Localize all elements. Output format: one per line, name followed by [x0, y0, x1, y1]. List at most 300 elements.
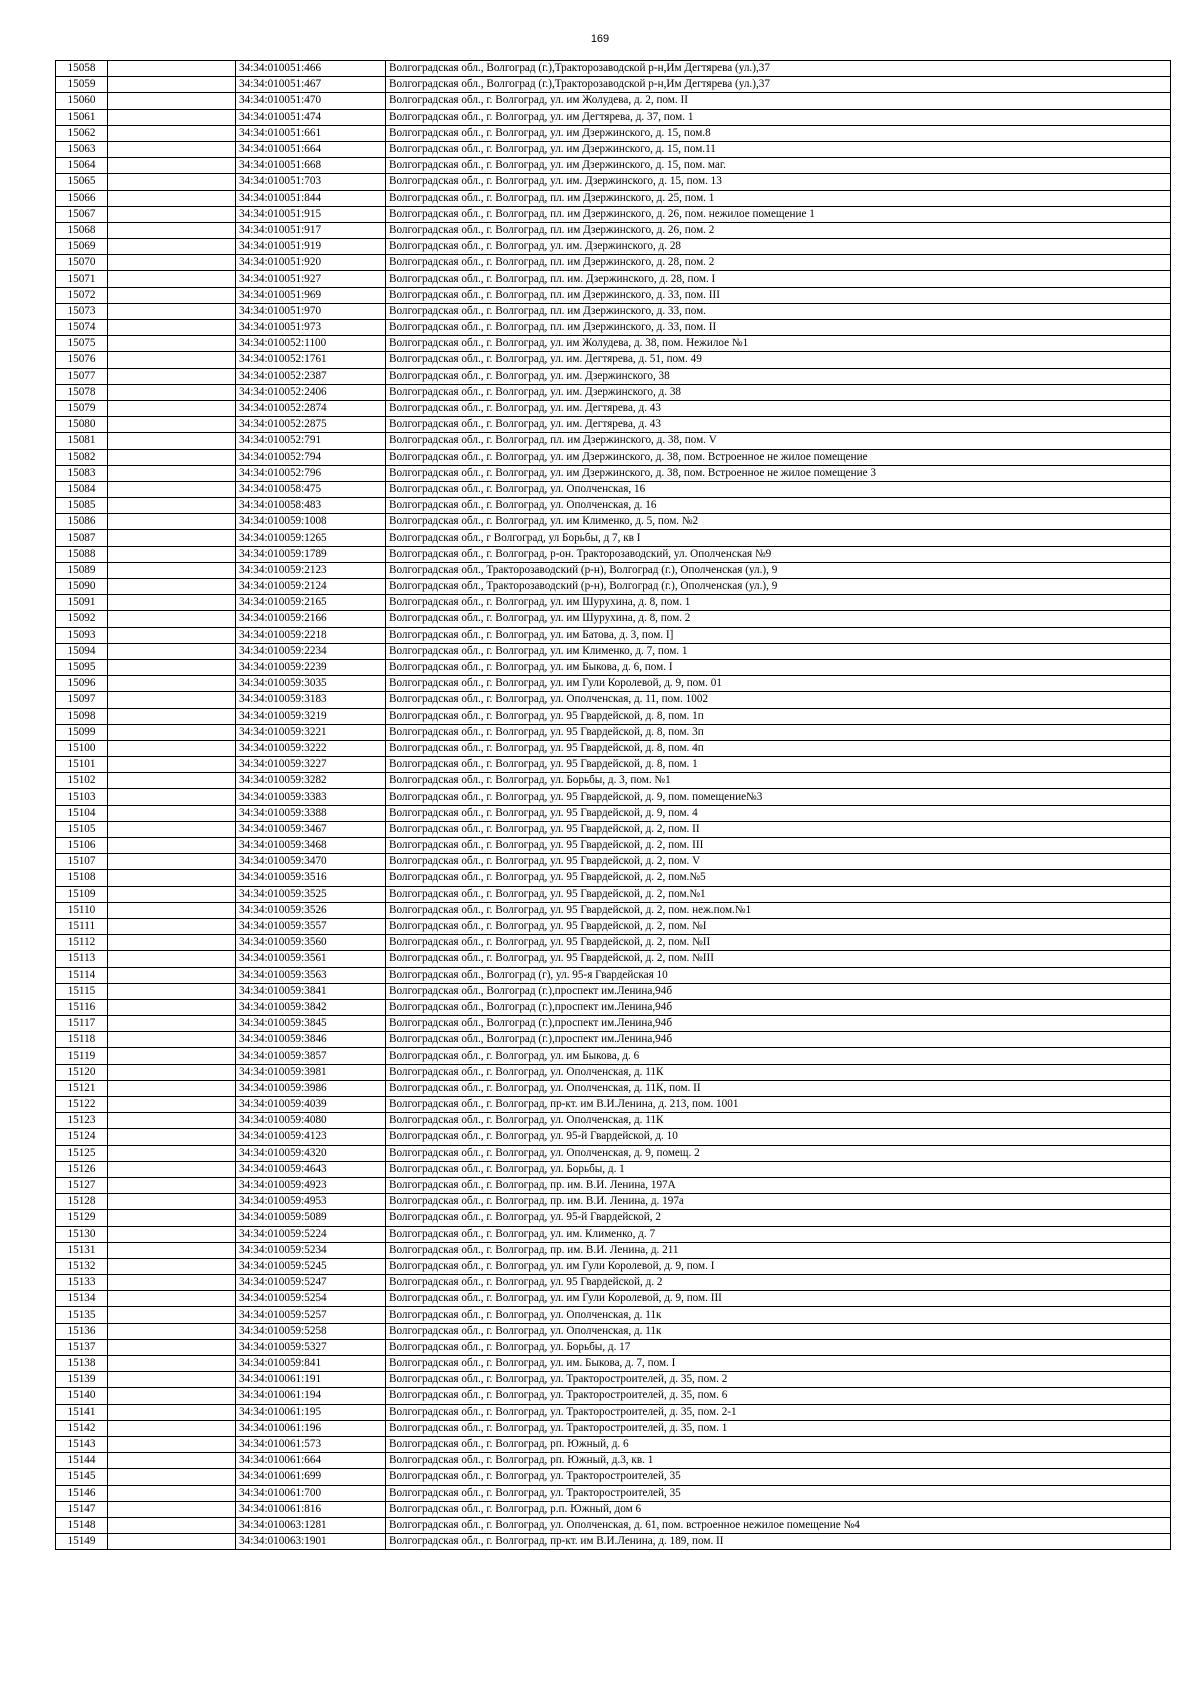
address-cell: Волгоградская обл., г. Волгоград, ул. 95-й Гвардейской, д. 10: [386, 1129, 1171, 1145]
address-cell: Волгоградская обл., г. Волгоград, ул. им Клименко, д. 7, пом. 1: [386, 643, 1171, 659]
address-cell: Волгоградская обл., г. Волгоград, ул. Тракторостроителей, д. 35, пом. 2-1: [386, 1404, 1171, 1420]
cadastral-number-cell: 34:34:010059:4923: [236, 1177, 386, 1193]
cadastral-number-cell: 34:34:010052:796: [236, 465, 386, 481]
table-row: [56, 1323, 1171, 1339]
row-number-cell: 15102: [56, 773, 108, 789]
cadastral-number-cell: 34:34:010059:5089: [236, 1210, 386, 1226]
cadastral-number-cell: 34:34:010059:1008: [236, 514, 386, 530]
row-number-cell: 15066: [56, 190, 108, 206]
registry-table-body: [56, 61, 1171, 1550]
row-number-cell: 15083: [56, 465, 108, 481]
cadastral-number-cell: 34:34:010059:3222: [236, 740, 386, 756]
row-number-cell: 15078: [56, 384, 108, 400]
row-number-cell: 15127: [56, 1177, 108, 1193]
empty-cell: [108, 465, 236, 481]
empty-cell: [108, 692, 236, 708]
table-row: [56, 1080, 1171, 1096]
cadastral-number-cell: 34:34:010059:2234: [236, 643, 386, 659]
table-row: [56, 77, 1171, 93]
address-cell: Волгоградская обл., г. Волгоград, ул. им Дзержинского, д. 15, пом.11: [386, 141, 1171, 157]
table-row: [56, 1388, 1171, 1404]
row-number-cell: 15148: [56, 1517, 108, 1533]
empty-cell: [108, 1210, 236, 1226]
table-row: [56, 854, 1171, 870]
table-row: [56, 1469, 1171, 1485]
cadastral-number-cell: 34:34:010061:816: [236, 1501, 386, 1517]
row-number-cell: 15138: [56, 1356, 108, 1372]
address-cell: Волгоградская обл., г. Волгоград, ул. 95 Гвардейской, д. 2, пом. II: [386, 821, 1171, 837]
address-cell: Волгоградская обл., г. Волгоград, ул. 95 Гвардейской, д. 2, пом. V: [386, 854, 1171, 870]
empty-cell: [108, 514, 236, 530]
address-cell: Волгоградская обл., г. Волгоград, р-он. Тракторозаводский, ул. Ополченская №9: [386, 546, 1171, 562]
table-row: [56, 109, 1171, 125]
table-row: [56, 611, 1171, 627]
cadastral-number-cell: 34:34:010051:668: [236, 158, 386, 174]
registry-table: [55, 60, 1171, 1550]
table-row: [56, 870, 1171, 886]
table-row: [56, 1064, 1171, 1080]
row-number-cell: 15092: [56, 611, 108, 627]
address-cell: Волгоградская обл., г. Волгоград, ул. 95-й Гвардейской, 2: [386, 1210, 1171, 1226]
cadastral-number-cell: 34:34:010059:4123: [236, 1129, 386, 1145]
row-number-cell: 15139: [56, 1372, 108, 1388]
cadastral-number-cell: 34:34:010051:927: [236, 271, 386, 287]
cadastral-number-cell: 34:34:010061:699: [236, 1469, 386, 1485]
empty-cell: [108, 643, 236, 659]
address-cell: Волгоградская обл., г. Волгоград, ул. Борьбы, д. 17: [386, 1339, 1171, 1355]
row-number-cell: 15121: [56, 1080, 108, 1096]
row-number-cell: 15069: [56, 239, 108, 255]
cadastral-number-cell: 34:34:010059:841: [236, 1356, 386, 1372]
row-number-cell: 15067: [56, 206, 108, 222]
address-cell: Волгоградская обл., г. Волгоград, ул. им. Дегтярева, д. 43: [386, 400, 1171, 416]
address-cell: Волгоградская обл., г. Волгоград, пл. им Дзержинского, д. 33, пом. III: [386, 287, 1171, 303]
row-number-cell: 15142: [56, 1420, 108, 1436]
address-cell: Волгоградская обл., г. Волгоград, ул. им Быкова, д. 6: [386, 1048, 1171, 1064]
table-row: [56, 1032, 1171, 1048]
address-cell: Волгоградская обл., г. Волгоград, пр-кт. им В.И.Ленина, д. 213, пом. 1001: [386, 1097, 1171, 1113]
table-row: [56, 1339, 1171, 1355]
empty-cell: [108, 999, 236, 1015]
empty-cell: [108, 239, 236, 255]
table-row: [56, 805, 1171, 821]
row-number-cell: 15123: [56, 1113, 108, 1129]
row-number-cell: 15088: [56, 546, 108, 562]
cadastral-number-cell: 34:34:010051:915: [236, 206, 386, 222]
address-cell: Волгоградская обл., г. Волгоград, ул. 95 Гвардейской, д. 2, пом.№5: [386, 870, 1171, 886]
cadastral-number-cell: 34:34:010061:194: [236, 1388, 386, 1404]
cadastral-number-cell: 34:34:010052:1100: [236, 336, 386, 352]
address-cell: Волгоградская обл., г. Волгоград, ул. им Быкова, д. 6, пом. I: [386, 659, 1171, 675]
address-cell: Волгоградская обл., г. Волгоград, ул. 95 Гвардейской, д. 8, пом. 4п: [386, 740, 1171, 756]
table-row: [56, 1307, 1171, 1323]
empty-cell: [108, 174, 236, 190]
table-row: [56, 1534, 1171, 1550]
cadastral-number-cell: 34:34:010059:5254: [236, 1291, 386, 1307]
table-row: [56, 1372, 1171, 1388]
row-number-cell: 15141: [56, 1404, 108, 1420]
empty-cell: [108, 1372, 236, 1388]
address-cell: Волгоградская обл., г. Волгоград, ул. Борьбы, д. 3, пом. №1: [386, 773, 1171, 789]
row-number-cell: 15075: [56, 336, 108, 352]
row-number-cell: 15084: [56, 481, 108, 497]
table-row: [56, 1258, 1171, 1274]
row-number-cell: 15143: [56, 1436, 108, 1452]
row-number-cell: 15132: [56, 1258, 108, 1274]
row-number-cell: 15146: [56, 1485, 108, 1501]
address-cell: Волгоградская обл., г. Волгоград, ул. им Дзержинского, д. 38, пом. Встроенное не жилое помещение 3: [386, 465, 1171, 481]
cadastral-number-cell: 34:34:010051:474: [236, 109, 386, 125]
cadastral-number-cell: 34:34:010059:3221: [236, 724, 386, 740]
table-row: [56, 1177, 1171, 1193]
address-cell: Волгоградская обл., г. Волгоград, рп. Южный, д. 6: [386, 1436, 1171, 1452]
table-row: [56, 222, 1171, 238]
table-row: [56, 999, 1171, 1015]
table-row: [56, 1453, 1171, 1469]
row-number-cell: 15135: [56, 1307, 108, 1323]
empty-cell: [108, 1097, 236, 1113]
address-cell: Волгоградская обл., г. Волгоград, ул. Ополченская, 16: [386, 481, 1171, 497]
empty-cell: [108, 918, 236, 934]
empty-cell: [108, 1485, 236, 1501]
cadastral-number-cell: 34:34:010061:191: [236, 1372, 386, 1388]
address-cell: Волгоградская обл., г. Волгоград, ул. Ополченская, д. 11К: [386, 1113, 1171, 1129]
empty-cell: [108, 481, 236, 497]
row-number-cell: 15087: [56, 530, 108, 546]
row-number-cell: 15068: [56, 222, 108, 238]
cadastral-number-cell: 34:34:010061:196: [236, 1420, 386, 1436]
row-number-cell: 15109: [56, 886, 108, 902]
row-number-cell: 15059: [56, 77, 108, 93]
table-row: [56, 1485, 1171, 1501]
empty-cell: [108, 417, 236, 433]
row-number-cell: 15116: [56, 999, 108, 1015]
table-row: [56, 773, 1171, 789]
cadastral-number-cell: 34:34:010061:700: [236, 1485, 386, 1501]
table-row: [56, 1210, 1171, 1226]
address-cell: Волгоградская обл., г. Волгоград, р.п. Южный, дом 6: [386, 1501, 1171, 1517]
row-number-cell: 15089: [56, 562, 108, 578]
empty-cell: [108, 1436, 236, 1452]
empty-cell: [108, 1388, 236, 1404]
table-row: [56, 627, 1171, 643]
empty-cell: [108, 1420, 236, 1436]
table-row: [56, 643, 1171, 659]
empty-cell: [108, 1032, 236, 1048]
table-row: [56, 481, 1171, 497]
row-number-cell: 15060: [56, 93, 108, 109]
empty-cell: [108, 433, 236, 449]
table-row: [56, 1404, 1171, 1420]
empty-cell: [108, 1194, 236, 1210]
table-row: [56, 546, 1171, 562]
table-row: [56, 530, 1171, 546]
empty-cell: [108, 222, 236, 238]
cadastral-number-cell: 34:34:010059:5224: [236, 1226, 386, 1242]
cadastral-number-cell: 34:34:010059:3560: [236, 935, 386, 951]
address-cell: Волгоградская обл., Тракторозаводский (р-н), Волгоград (г.), Ополченская (ул.), 9: [386, 562, 1171, 578]
empty-cell: [108, 530, 236, 546]
table-row: [56, 1145, 1171, 1161]
table-row: [56, 336, 1171, 352]
empty-cell: [108, 1517, 236, 1533]
row-number-cell: 15058: [56, 61, 108, 77]
address-cell: Волгоградская обл., г. Волгоград, ул. им. Дегтярева, д. 43: [386, 417, 1171, 433]
row-number-cell: 15074: [56, 320, 108, 336]
address-cell: Волгоградская обл., Волгоград (г), ул. 95-я Гвардейская 10: [386, 967, 1171, 983]
row-number-cell: 15101: [56, 757, 108, 773]
row-number-cell: 15103: [56, 789, 108, 805]
empty-cell: [108, 935, 236, 951]
address-cell: Волгоградская обл., г. Волгоград, ул. 95 Гвардейской, д. 2, пом. неж.пом.№1: [386, 902, 1171, 918]
cadastral-number-cell: 34:34:010051:970: [236, 303, 386, 319]
empty-cell: [108, 190, 236, 206]
address-cell: Волгоградская обл., г. Волгоград, ул. им Дзержинского, д. 15, пом.8: [386, 125, 1171, 141]
empty-cell: [108, 1501, 236, 1517]
address-cell: Волгоградская обл., г. Волгоград, ул. 95 Гвардейской, д. 8, пом. 1: [386, 757, 1171, 773]
empty-cell: [108, 951, 236, 967]
cadastral-number-cell: 34:34:010059:3388: [236, 805, 386, 821]
row-number-cell: 15111: [56, 918, 108, 934]
page-number: 169: [590, 33, 610, 45]
address-cell: Волгоградская обл., г. Волгоград, ул. им Дзержинского, д. 15, пом. маг.: [386, 158, 1171, 174]
row-number-cell: 15125: [56, 1145, 108, 1161]
table-row: [56, 1016, 1171, 1032]
row-number-cell: 15147: [56, 1501, 108, 1517]
table-row: [56, 239, 1171, 255]
cadastral-number-cell: 34:34:010059:1265: [236, 530, 386, 546]
cadastral-number-cell: 34:34:010059:3841: [236, 983, 386, 999]
row-number-cell: 15094: [56, 643, 108, 659]
table-row: [56, 935, 1171, 951]
empty-cell: [108, 724, 236, 740]
table-row: [56, 902, 1171, 918]
address-cell: Волгоградская обл., г. Волгоград, ул. им Гули Королевой, д. 9, пом. 01: [386, 676, 1171, 692]
empty-cell: [108, 789, 236, 805]
address-cell: Волгоградская обл., г. Волгоград, ул. 95 Гвардейской, д. 2: [386, 1275, 1171, 1291]
cadastral-number-cell: 34:34:010052:2406: [236, 384, 386, 400]
empty-cell: [108, 368, 236, 384]
table-row: [56, 1517, 1171, 1533]
empty-cell: [108, 708, 236, 724]
row-number-cell: 15090: [56, 579, 108, 595]
address-cell: Волгоградская обл., г. Волгоград, ул. 95 Гвардейской, д. 8, пом. 1п: [386, 708, 1171, 724]
empty-cell: [108, 1064, 236, 1080]
row-number-cell: 15126: [56, 1161, 108, 1177]
table-row: [56, 708, 1171, 724]
table-row: [56, 174, 1171, 190]
cadastral-number-cell: 34:34:010059:3845: [236, 1016, 386, 1032]
cadastral-number-cell: 34:34:010059:4320: [236, 1145, 386, 1161]
empty-cell: [108, 1307, 236, 1323]
address-cell: Волгоградская обл., г. Волгоград, ул. Ополченская, д. 11К, пом. II: [386, 1080, 1171, 1096]
cadastral-number-cell: 34:34:010059:5245: [236, 1258, 386, 1274]
table-row: [56, 1226, 1171, 1242]
cadastral-number-cell: 34:34:010059:3383: [236, 789, 386, 805]
cadastral-number-cell: 34:34:010051:470: [236, 93, 386, 109]
empty-cell: [108, 821, 236, 837]
cadastral-number-cell: 34:34:010063:1901: [236, 1534, 386, 1550]
cadastral-number-cell: 34:34:010059:2123: [236, 562, 386, 578]
table-row: [56, 1420, 1171, 1436]
row-number-cell: 15061: [56, 109, 108, 125]
row-number-cell: 15113: [56, 951, 108, 967]
row-number-cell: 15098: [56, 708, 108, 724]
address-cell: Волгоградская обл., Волгоград (г.),Тракторозаводской р-н,Им Дегтярева (ул.),37: [386, 61, 1171, 77]
cadastral-number-cell: 34:34:010051:664: [236, 141, 386, 157]
cadastral-number-cell: 34:34:010051:969: [236, 287, 386, 303]
address-cell: Волгоградская обл., г. Волгоград, пл. им Дзержинского, д. 33, пом. II: [386, 320, 1171, 336]
table-row: [56, 1194, 1171, 1210]
empty-cell: [108, 1161, 236, 1177]
address-cell: Волгоградская обл., Тракторозаводский (р-н), Волгоград (г.), Ополченская (ул.), 9: [386, 579, 1171, 595]
empty-cell: [108, 773, 236, 789]
table-row: [56, 449, 1171, 465]
cadastral-number-cell: 34:34:010059:3846: [236, 1032, 386, 1048]
empty-cell: [108, 579, 236, 595]
cadastral-number-cell: 34:34:010059:4080: [236, 1113, 386, 1129]
address-cell: Волгоградская обл., Волгоград (г.),проспект им.Ленина,94б: [386, 999, 1171, 1015]
address-cell: Волгоградская обл., г. Волгоград, пр. им. В.И. Ленина, д. 211: [386, 1242, 1171, 1258]
row-number-cell: 15086: [56, 514, 108, 530]
address-cell: Волгоградская обл., г. Волгоград, ул. Ополченская, д. 16: [386, 498, 1171, 514]
empty-cell: [108, 886, 236, 902]
address-cell: Волгоградская обл., г. Волгоград, ул. им Гули Королевой, д. 9, пом. I: [386, 1258, 1171, 1274]
cadastral-number-cell: 34:34:010051:844: [236, 190, 386, 206]
table-row: [56, 417, 1171, 433]
table-row: [56, 740, 1171, 756]
empty-cell: [108, 384, 236, 400]
address-cell: Волгоградская обл., г. Волгоград, ул. 95 Гвардейской, д. 8, пом. 3п: [386, 724, 1171, 740]
cadastral-number-cell: 34:34:010059:3557: [236, 918, 386, 934]
table-row: [56, 303, 1171, 319]
cadastral-number-cell: 34:34:010059:3981: [236, 1064, 386, 1080]
table-row: [56, 1275, 1171, 1291]
table-row: [56, 692, 1171, 708]
empty-cell: [108, 805, 236, 821]
address-cell: Волгоградская обл., г. Волгоград, пл. им Дзержинского, д. 26, пом. нежилое помещение 1: [386, 206, 1171, 222]
table-row: [56, 821, 1171, 837]
cadastral-number-cell: 34:34:010061:195: [236, 1404, 386, 1420]
address-cell: Волгоградская обл., г. Волгоград, пл. им. Дзержинского, д. 28, пом. I: [386, 271, 1171, 287]
table-row: [56, 1161, 1171, 1177]
row-number-cell: 15082: [56, 449, 108, 465]
table-row: [56, 433, 1171, 449]
empty-cell: [108, 1048, 236, 1064]
address-cell: Волгоградская обл., г. Волгоград, ул. Тракторостроителей, д. 35, пом. 1: [386, 1420, 1171, 1436]
row-number-cell: 15140: [56, 1388, 108, 1404]
empty-cell: [108, 1129, 236, 1145]
empty-cell: [108, 546, 236, 562]
empty-cell: [108, 967, 236, 983]
row-number-cell: 15136: [56, 1323, 108, 1339]
empty-cell: [108, 1534, 236, 1550]
row-number-cell: 15149: [56, 1534, 108, 1550]
cadastral-number-cell: 34:34:010059:2124: [236, 579, 386, 595]
cadastral-number-cell: 34:34:010051:703: [236, 174, 386, 190]
empty-cell: [108, 352, 236, 368]
table-row: [56, 659, 1171, 675]
table-row: [56, 1097, 1171, 1113]
empty-cell: [108, 1016, 236, 1032]
table-row: [56, 983, 1171, 999]
address-cell: Волгоградская обл., г. Волгоград, ул. им Шурухина, д. 8, пом. 1: [386, 595, 1171, 611]
table-row: [56, 190, 1171, 206]
address-cell: Волгоградская обл., г. Волгоград, пл. им Дзержинского, д. 38, пом. V: [386, 433, 1171, 449]
table-row: [56, 1242, 1171, 1258]
cadastral-number-cell: 34:34:010059:3525: [236, 886, 386, 902]
address-cell: Волгоградская обл., г. Волгоград, пл. им Дзержинского, д. 28, пом. 2: [386, 255, 1171, 271]
table-row: [56, 93, 1171, 109]
address-cell: Волгоградская обл., г. Волгоград, ул. им Батова, д. 3, пом. I]: [386, 627, 1171, 643]
empty-cell: [108, 1356, 236, 1372]
address-cell: Волгоградская обл., г. Волгоград, ул. им Жолудева, д. 2, пом. II: [386, 93, 1171, 109]
row-number-cell: 15119: [56, 1048, 108, 1064]
empty-cell: [108, 141, 236, 157]
empty-cell: [108, 1275, 236, 1291]
address-cell: Волгоградская обл., г. Волгоград, ул. 95 Гвардейской, д. 2, пом. III: [386, 838, 1171, 854]
row-number-cell: 15107: [56, 854, 108, 870]
address-cell: Волгоградская обл., г. Волгоград, ул. им Шурухина, д. 8, пом. 2: [386, 611, 1171, 627]
empty-cell: [108, 870, 236, 886]
row-number-cell: 15129: [56, 1210, 108, 1226]
row-number-cell: 15117: [56, 1016, 108, 1032]
table-row: [56, 368, 1171, 384]
cadastral-number-cell: 34:34:010059:3467: [236, 821, 386, 837]
row-number-cell: 15076: [56, 352, 108, 368]
table-row: [56, 595, 1171, 611]
empty-cell: [108, 1226, 236, 1242]
empty-cell: [108, 659, 236, 675]
address-cell: Волгоградская обл., г. Волгоград, ул. Ополченская, д. 11к: [386, 1323, 1171, 1339]
table-row: [56, 320, 1171, 336]
row-number-cell: 15137: [56, 1339, 108, 1355]
address-cell: Волгоградская обл., г. Волгоград, пл. им Дзержинского, д. 25, пом. 1: [386, 190, 1171, 206]
row-number-cell: 15079: [56, 400, 108, 416]
cadastral-number-cell: 34:34:010063:1281: [236, 1517, 386, 1533]
table-row: [56, 1129, 1171, 1145]
cadastral-number-cell: 34:34:010059:3857: [236, 1048, 386, 1064]
cadastral-number-cell: 34:34:010059:3563: [236, 967, 386, 983]
table-row: [56, 206, 1171, 222]
row-number-cell: 15112: [56, 935, 108, 951]
address-cell: Волгоградская обл., г. Волгоград, ул. им. Дзержинского, д. 28: [386, 239, 1171, 255]
cadastral-number-cell: 34:34:010059:4953: [236, 1194, 386, 1210]
address-cell: Волгоградская обл., г. Волгоград, ул. 95 Гвардейской, д. 9, пом. 4: [386, 805, 1171, 821]
empty-cell: [108, 562, 236, 578]
address-cell: Волгоградская обл., г. Волгоград, ул. Ополченская, д. 61, пом. встроенное нежилое помещение №4: [386, 1517, 1171, 1533]
address-cell: Волгоградская обл., г. Волгоград, ул. 95 Гвардейской, д. 2, пом.№1: [386, 886, 1171, 902]
address-cell: Волгоградская обл., г. Волгоград, пр. им. В.И. Ленина, д. 197а: [386, 1194, 1171, 1210]
empty-cell: [108, 1453, 236, 1469]
table-row: [56, 562, 1171, 578]
empty-cell: [108, 77, 236, 93]
table-row: [56, 384, 1171, 400]
address-cell: Волгоградская обл., Волгоград (г.),проспект им.Ленина,94б: [386, 1016, 1171, 1032]
row-number-cell: 15144: [56, 1453, 108, 1469]
address-cell: Волгоградская обл., г. Волгоград, ул. Тракторостроителей, 35: [386, 1485, 1171, 1501]
empty-cell: [108, 336, 236, 352]
cadastral-number-cell: 34:34:010051:973: [236, 320, 386, 336]
address-cell: Волгоградская обл., г. Волгоград, ул. им. Дзержинского, 38: [386, 368, 1171, 384]
cadastral-number-cell: 34:34:010052:794: [236, 449, 386, 465]
cadastral-number-cell: 34:34:010051:919: [236, 239, 386, 255]
empty-cell: [108, 271, 236, 287]
row-number-cell: 15104: [56, 805, 108, 821]
empty-cell: [108, 206, 236, 222]
empty-cell: [108, 255, 236, 271]
cadastral-number-cell: 34:34:010059:5257: [236, 1307, 386, 1323]
